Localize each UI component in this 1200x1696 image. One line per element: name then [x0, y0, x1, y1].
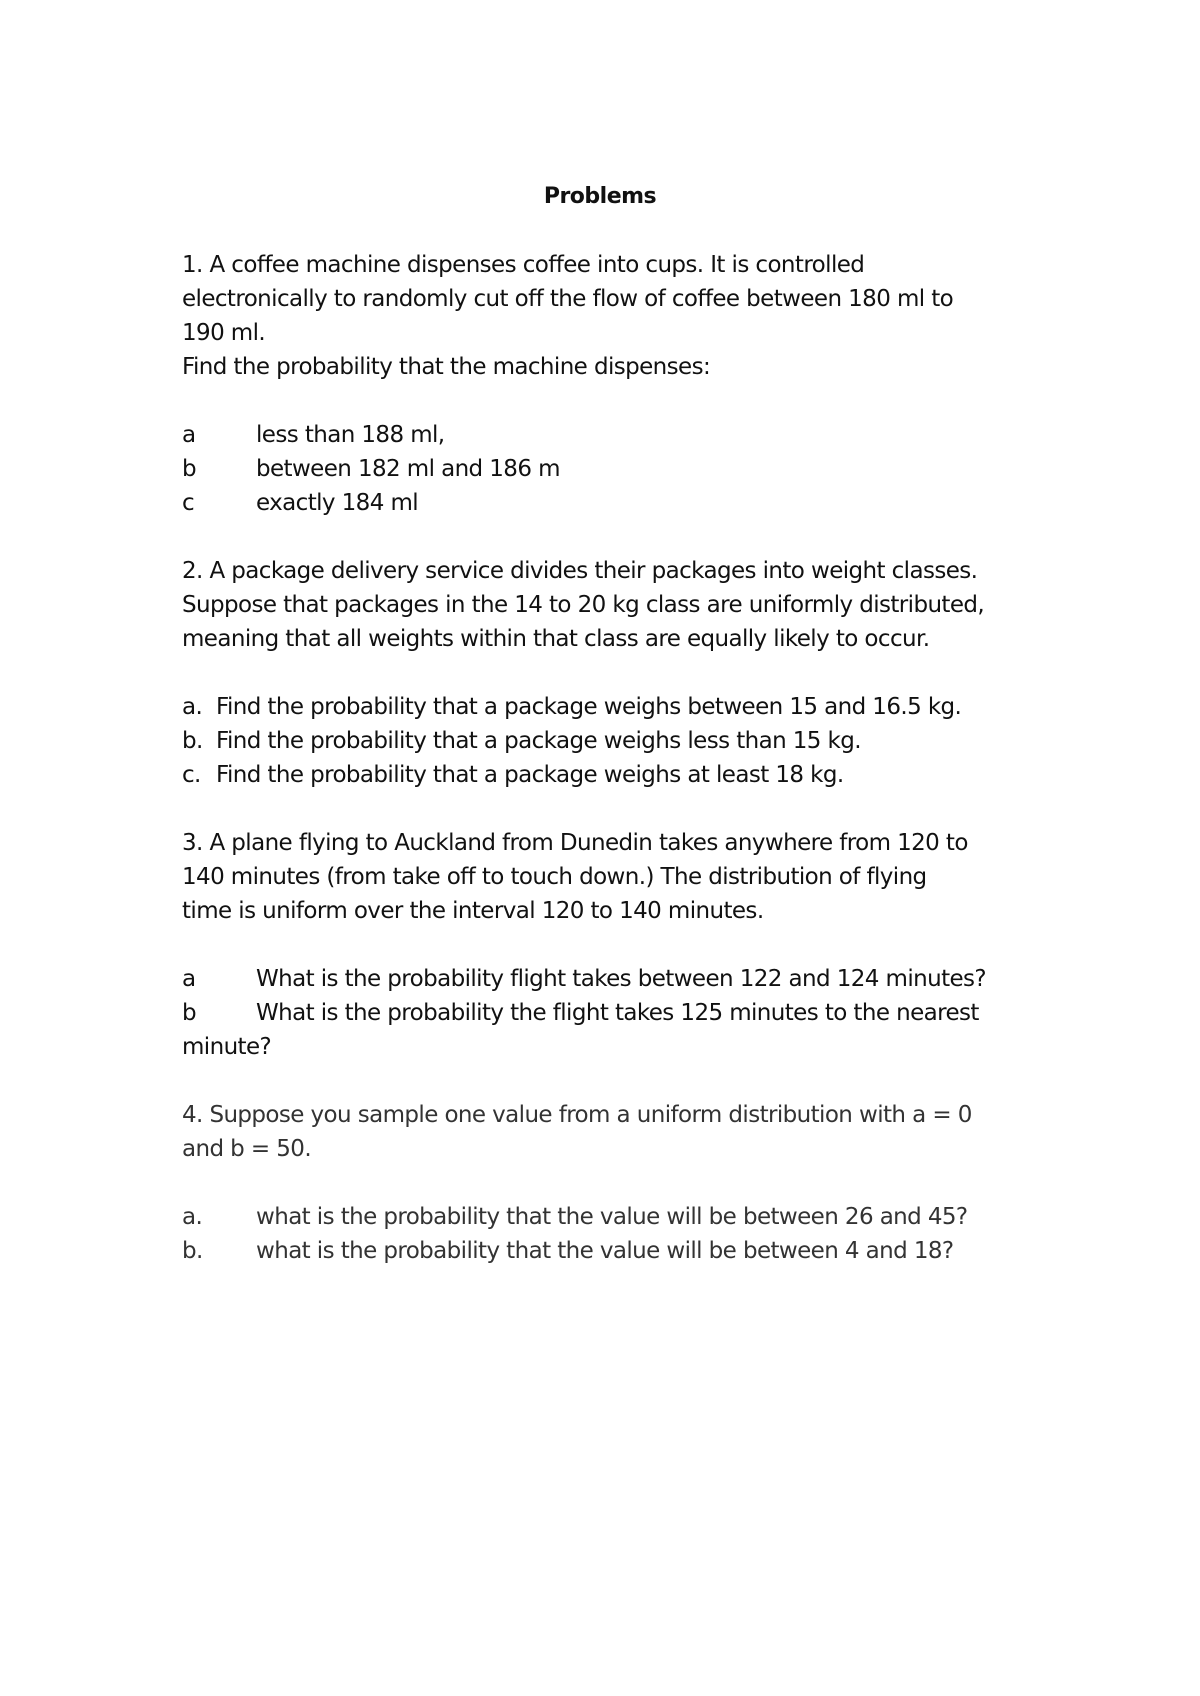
- spacer: [182, 520, 1042, 554]
- problem-3-part-b: [182, 996, 1042, 1030]
- part-letter: a: [182, 422, 196, 448]
- part-text: what is the probability that the value will be between 4 and 18?: [256, 1238, 954, 1264]
- problem-4-line-2: and b = 50.: [182, 1136, 312, 1162]
- part-text: What is the probability the flight takes 125 minutes to the nearest: [256, 1000, 979, 1026]
- part-letter: b: [182, 1000, 196, 1026]
- part-text: exactly 184 ml: [256, 490, 419, 516]
- problem-2-line-2: Suppose that packages in the 14 to 20 kg class are uniformly distributed,: [182, 592, 985, 618]
- part-text: what is the probability that the value will be between 26 and 45?: [256, 1204, 968, 1230]
- problem-2-line-3: meaning that all weights within that class are equally likely to occur.: [182, 626, 930, 652]
- problem-3-line-1: 3. A plane flying to Auckland from Dunedin takes anywhere from 120 to: [182, 830, 968, 856]
- part-text: Find the probability that a package weighs at least 18 kg.: [216, 762, 844, 788]
- problem-3: [182, 826, 1042, 1064]
- spacer: [182, 656, 1042, 690]
- problem-3-part-a: [182, 962, 1042, 996]
- part-letter: a: [182, 966, 196, 992]
- part-letter: c: [182, 490, 195, 516]
- part-text: Find the probability that a package weighs between 15 and 16.5 kg.: [216, 694, 962, 720]
- part-letter: a.: [182, 1204, 203, 1230]
- spacer: [182, 384, 1042, 418]
- spacer: [182, 1064, 1042, 1098]
- part-text: What is the probability flight takes between 122 and 124 minutes?: [256, 966, 987, 992]
- problem-1-part-b: [182, 452, 1042, 486]
- problem-4: [182, 1098, 1042, 1268]
- problem-2-part-c: [182, 758, 1042, 792]
- problem-3-part-b-continuation: minute?: [182, 1034, 272, 1060]
- spacer: [182, 1166, 1042, 1200]
- problem-1-line-3: 190 ml.: [182, 320, 266, 346]
- problem-1-line-4: Find the probability that the machine dispenses:: [182, 354, 711, 380]
- part-letter: b: [182, 456, 196, 482]
- problem-2-line-1: 2. A package delivery service divides their packages into weight classes.: [182, 558, 978, 584]
- problem-3-line-3: time is uniform over the interval 120 to 140 minutes.: [182, 898, 764, 924]
- problem-1-part-c: [182, 486, 1042, 520]
- part-letter: a.: [182, 694, 203, 720]
- problem-4-line-1: 4. Suppose you sample one value from a uniform distribution with a = 0: [182, 1102, 972, 1128]
- problem-3-line-2: 140 minutes (from take off to touch down.) The distribution of flying: [182, 864, 927, 890]
- part-text: less than 188 ml,: [256, 422, 445, 448]
- problem-2-part-a: [182, 690, 1042, 724]
- problem-1: [182, 248, 1042, 520]
- part-letter: b.: [182, 1238, 203, 1264]
- problem-1-line-1: 1. A coffee machine dispenses coffee into cups. It is controlled: [182, 252, 865, 278]
- part-letter: b.: [182, 728, 203, 754]
- spacer: [182, 928, 1042, 962]
- problem-2: [182, 554, 1042, 792]
- problem-2-part-b: [182, 724, 1042, 758]
- problem-4-part-b: [182, 1234, 1042, 1268]
- page-title: Problems: [543, 184, 657, 209]
- problem-1-line-2: electronically to randomly cut off the flow of coffee between 180 ml to: [182, 286, 954, 312]
- spacer: [182, 792, 1042, 826]
- part-letter: c.: [182, 762, 201, 788]
- problem-1-part-a: [182, 418, 1042, 452]
- part-text: between 182 ml and 186 m: [256, 456, 560, 482]
- problem-4-part-a: [182, 1200, 1042, 1234]
- part-text: Find the probability that a package weighs less than 15 kg.: [216, 728, 861, 754]
- problems-body: [182, 248, 1042, 1268]
